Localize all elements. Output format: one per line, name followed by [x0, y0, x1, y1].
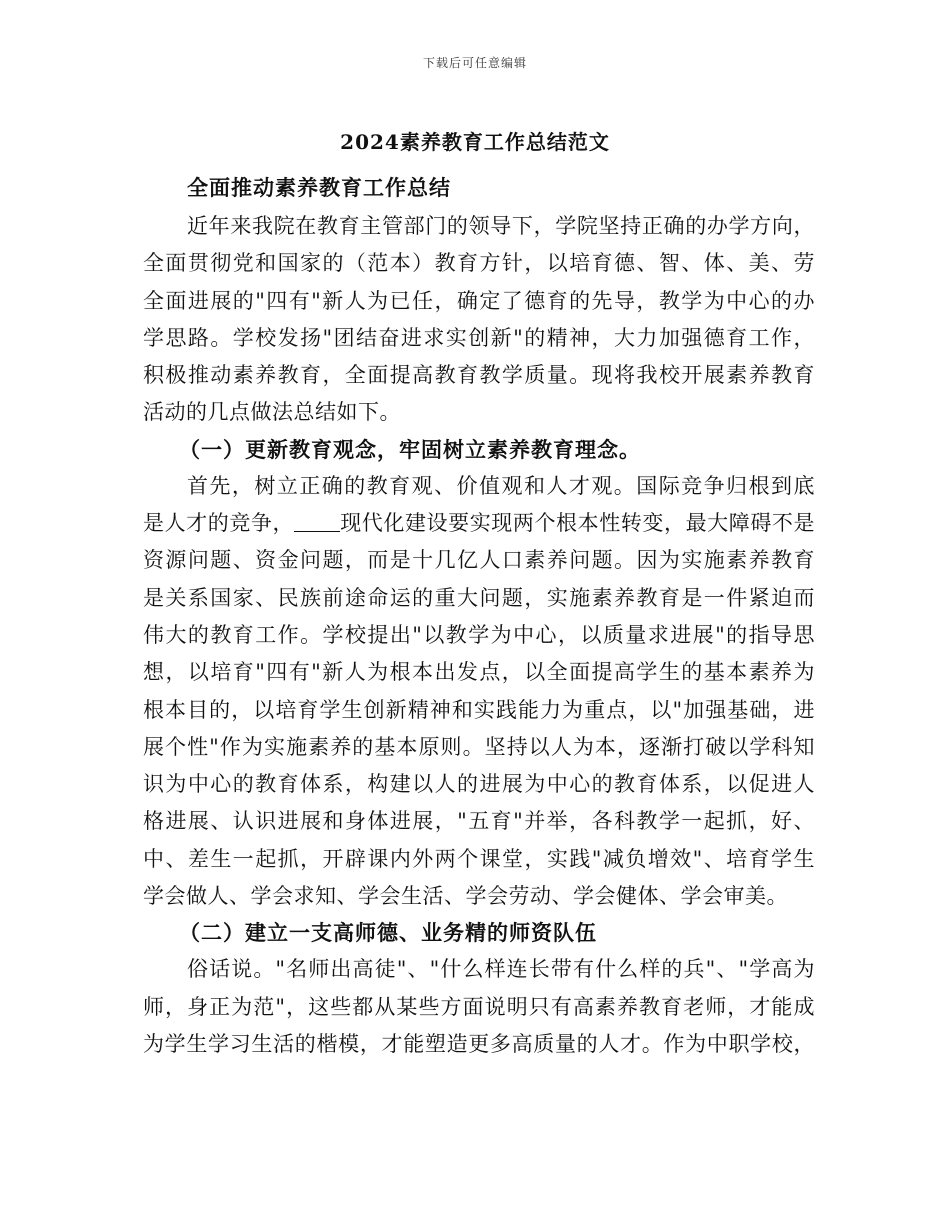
- section-1-paragraph: [143, 468, 815, 916]
- paragraph-line: 格进展、认识进展和身体进展，"五育"并举，各科教学一起抓，好、: [143, 809, 815, 834]
- paragraph-line: 资源问题、资金问题，而是十几亿人口素养问题。因为实施素养教育: [143, 548, 815, 573]
- blank-underline: [294, 513, 340, 532]
- paragraph-line: 近年来我院在教育主管部门的领导下，学院坚持正确的办学方向，: [187, 214, 815, 238]
- paragraph-line: 为学生学习生活的楷模，才能塑造更多高质量的人才。作为中职学校，: [143, 1031, 815, 1056]
- paragraph-line: 学会做人、学会求知、学会生活、学会劳动、学会健体、学会审美。: [143, 884, 788, 909]
- paragraph-line: 是关系国家、民族前途命运的重大问题，实施素养教育是一件紧迫而: [143, 585, 815, 610]
- paragraph-line: 伟大的教育工作。学校提出"以教学为中心，以质量求进展"的指导思: [143, 622, 815, 647]
- line-segment: 现代化建设要实现两个根本性转变，最大障碍不是: [340, 511, 816, 536]
- paragraph-line: 学思路。学校发扬"团结奋进求实创新"的精神，大力加强德育工作，: [143, 325, 815, 350]
- paragraph-line: 中、差生一起抓，开辟课内外两个课堂，实践"减负增效"、培育学生: [143, 846, 815, 871]
- section-2-heading: （二）建立一支高师德、业务精的师资队伍: [179, 920, 597, 946]
- paragraph-line: 积极推动素养教育，全面提高教育教学质量。现将我校开展素养教育: [143, 363, 815, 388]
- paragraph-line: 活动的几点做法总结如下。: [143, 400, 401, 425]
- paragraph-line: 识为中心的教育体系，构建以人的进展为中心的教育体系，以促进人: [143, 772, 815, 797]
- main-heading: 全面推动素养教育工作总结: [187, 175, 451, 200]
- paragraph-line: 全面进展的"四有"新人为已任，确定了德育的先导，教学为中心的办: [143, 288, 815, 313]
- paragraph-line: 师，身正为范"，这些都从某些方面说明只有高素养教育老师，才能成: [143, 994, 815, 1019]
- section-1-heading: （一）更新教育观念，牢固树立素养教育理念。: [179, 436, 641, 462]
- paragraph-line: 俗话说。"名师出高徒"、"什么样连长带有什么样的兵"、"学高为: [187, 957, 815, 982]
- page-header-note: 下载后可任意编辑: [422, 56, 527, 70]
- paragraph-line: 首先，树立正确的教育观、价值观和人才观。国际竞争归根到底: [187, 473, 815, 498]
- paragraph-line: 想，以培育"四有"新人为根本出发点，以全面提高学生的基本素养为: [143, 660, 815, 685]
- intro-paragraph: [143, 208, 815, 432]
- paragraph-line: 展个性"作为实施素养的基本原则。坚持以人为本，逐渐打破以学科知: [143, 734, 815, 759]
- paragraph-line: 全面贯彻党和国家的（范本）教育方针，以培育德、智、体、美、劳: [143, 251, 815, 276]
- line-segment: 是人才的竞争，: [143, 511, 295, 536]
- document-title: 2024素养教育工作总结范文: [340, 130, 610, 154]
- section-2-paragraph: [143, 951, 815, 1063]
- paragraph-line: [143, 505, 815, 542]
- document-body: [143, 170, 815, 1063]
- paragraph-line: 根本目的，以培育学生创新精神和实践能力为重点，以"加强基础，进: [143, 697, 815, 722]
